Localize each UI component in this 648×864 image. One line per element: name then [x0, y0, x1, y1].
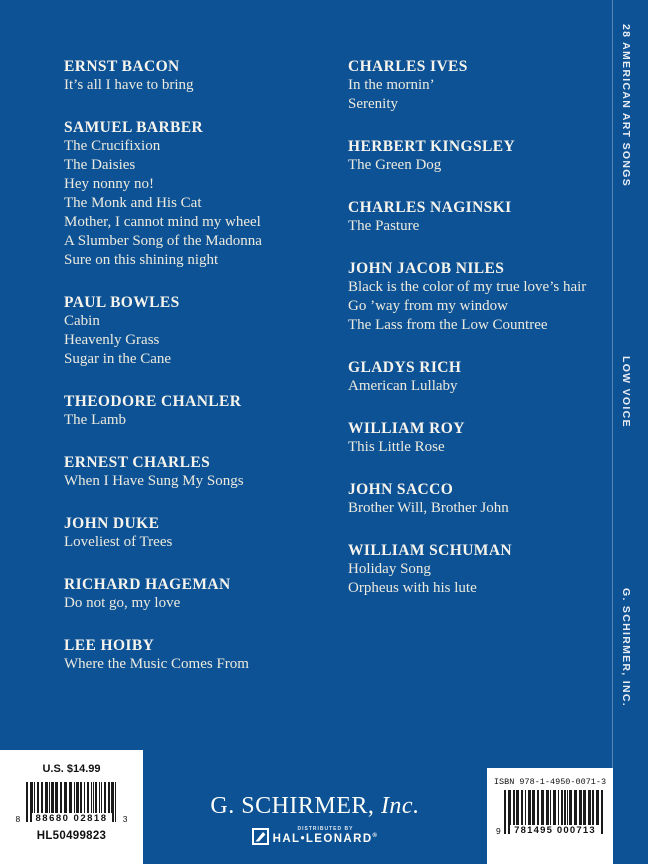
composer-group [64, 293, 339, 369]
song-title: Where the Music Comes From [64, 656, 249, 672]
ean-barcode [494, 790, 606, 834]
song-title: The Daisies [64, 157, 136, 173]
composer-name: THEODORE CHANLER [64, 393, 242, 410]
composer-name: CHARLES IVES [348, 58, 468, 75]
composer-group [348, 358, 608, 396]
song-title: Hey nonny no! [64, 176, 154, 192]
composer-name: GLADYS RICH [348, 359, 462, 376]
composer-name: RICHARD HAGEMAN [64, 576, 231, 593]
composer-group [64, 453, 339, 491]
registered-mark: ® [372, 833, 379, 840]
isbn-barcode-panel [487, 768, 613, 864]
isbn-label: ISBN 978-1-4950-0071-3 [493, 777, 607, 787]
distributed-by-label: DISTRIBUTED BY [297, 826, 354, 832]
price-barcode-panel [0, 750, 143, 864]
upc-barcode [14, 782, 130, 822]
composer-name: WILLIAM SCHUMAN [348, 542, 513, 559]
song-title: It’s all I have to bring [64, 77, 194, 93]
song-title: Mother, I cannot mind my wheel [64, 214, 261, 230]
distributor-wordmark [273, 833, 379, 845]
publisher-block [143, 750, 487, 864]
song-title: Do not go, my love [64, 595, 181, 611]
song-title: The Green Dog [348, 157, 442, 173]
composer-group [64, 514, 339, 552]
composer-name: JOHN DUKE [64, 515, 160, 532]
ean-digits: 781495 000713 [510, 825, 600, 836]
composer-group [64, 575, 339, 613]
publisher-name: G. SCHIRMER, [210, 793, 375, 819]
publisher-suffix: Inc. [374, 793, 420, 819]
composer-name: CHARLES NAGINSKI [348, 199, 512, 216]
song-title: The Pasture [348, 218, 420, 234]
spine-voice-type: LOW VOICE [620, 356, 632, 428]
composer-group [64, 636, 339, 674]
song-title: This Little Rose [348, 439, 445, 455]
composer-group [348, 137, 608, 175]
composer-group [348, 419, 608, 457]
song-title: Sure on this shining night [64, 252, 219, 268]
composer-name: SAMUEL BARBER [64, 119, 204, 136]
upc-left-digit: 8 [15, 814, 21, 824]
song-title: Serenity [348, 96, 398, 112]
composer-name: JOHN SACCO [348, 481, 454, 498]
composer-group [348, 259, 608, 335]
spine-publisher: G. SCHIRMER, INC. [620, 588, 632, 707]
song-list-column-right [348, 57, 608, 621]
composer-name: LEE HOIBY [64, 637, 155, 654]
composer-group [348, 541, 608, 598]
song-title: Cabin [64, 313, 100, 329]
composer-name: WILLIAM ROY [348, 420, 465, 437]
composer-name: PAUL BOWLES [64, 294, 180, 311]
song-title: American Lullaby [348, 378, 458, 394]
song-title: The Lamb [64, 412, 127, 428]
hal-leonard-logo-icon [252, 828, 269, 845]
composer-name: JOHN JACOB NILES [348, 260, 505, 277]
song-title: The Crucifixion [64, 138, 161, 154]
composer-group [348, 198, 608, 236]
spine-divider [612, 0, 613, 864]
song-title: Orpheus with his lute [348, 580, 477, 596]
upc-right-digit: 3 [122, 814, 128, 824]
song-title: Sugar in the Cane [64, 351, 172, 367]
composer-group [64, 118, 339, 270]
song-title: When I Have Sung My Songs [64, 473, 244, 489]
song-title: Loveliest of Trees [64, 534, 173, 550]
distributor-name: HAL•LEONARD [272, 833, 373, 845]
ean-left-digit: 9 [496, 826, 501, 836]
composer-name: ERNEST CHARLES [64, 454, 211, 471]
composer-name: HERBERT KINGSLEY [348, 138, 516, 155]
price: U.S. $14.99 [42, 763, 101, 775]
publisher-wordmark [143, 793, 487, 820]
song-title: The Monk and His Cat [64, 195, 202, 211]
composer-group [64, 392, 339, 430]
composer-name: ERNST BACON [64, 58, 180, 75]
song-title: In the mornin’ [348, 77, 435, 93]
composer-group [348, 57, 608, 114]
song-title: Go ’way from my window [348, 298, 508, 314]
song-title: Holiday Song [348, 561, 431, 577]
catalog-number: HL50499823 [36, 830, 107, 842]
song-title: Black is the color of my true love’s hair [348, 279, 587, 295]
song-title: Brother Will, Brother John [348, 500, 509, 516]
spine-title: 28 AMERICAN ART SONGS [620, 24, 632, 188]
song-list-column-left [64, 57, 339, 697]
upc-digits: 88680 02818 [32, 813, 112, 824]
song-title: A Slumber Song of the Madonna [64, 233, 262, 249]
composer-group [348, 480, 608, 518]
song-title: The Lass from the Low Countree [348, 317, 548, 333]
song-title: Heavenly Grass [64, 332, 160, 348]
composer-group [64, 57, 339, 95]
